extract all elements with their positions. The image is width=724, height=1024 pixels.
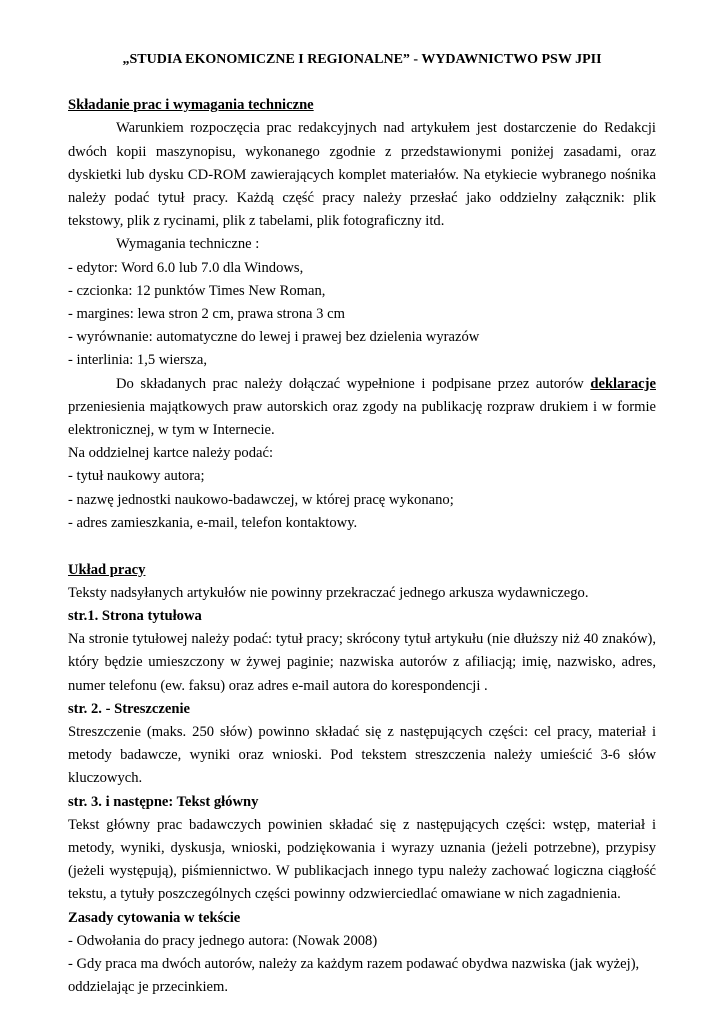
document-title: „STUDIA EKONOMICZNE I REGIONALNE” - WYDAWNICTWO PSW JPII (122, 52, 602, 67)
declaration-link[interactable]: deklaracje (590, 375, 656, 392)
tech-item: - czcionka: 12 punktów Times New Roman, (68, 282, 326, 299)
separate-item: - nazwę jednostki naukowo-badawczej, w której pracę wykonano; (68, 491, 454, 508)
tech-item: - interlinia: 1,5 wiersza, (68, 352, 207, 369)
section-spacer (68, 535, 656, 559)
separate-item: - adres zamieszkania, e-mail, telefon kontaktowy. (68, 514, 358, 531)
abstract-text: Streszczenie (maks. 250 słów) powinno składać się z następujących części: cel pracy, materiał i metody badawcze, wyniki oraz wnioski. Pod tekstem streszczenia należy umieścić 3-6 słów kluczowych. (68, 723, 656, 787)
tech-item: - margines: lewa stron 2 cm, prawa strona 3 cm (68, 306, 345, 323)
abstract-heading: str. 2. - Streszczenie (68, 700, 190, 717)
tech-requirements-label: Wymagania techniczne : (116, 236, 260, 253)
layout-intro: Teksty nadsyłanych artykułów nie powinny przekraczać jednego arkusza wydawniczego. (68, 584, 589, 601)
main-text-paragraph: Tekst główny prac badawczych powinien składać się z następujących części: wstęp, materiał i metody, wyniki, dyskusja, wnioski, podziękowania i wyrazy uznania (jeżeli potrzebne), przypisy (jeżeli występują), piśmiennictwo. W publikacjach innego typu należy zachować logiczna ciągłość tekstu, a tytuły poszczególnych części powinny odzwierciedlać omawiane w nich zagadnienia. (68, 816, 656, 903)
declaration-text-after: przeniesienia majątkowych praw autorskich oraz zgody na publikację rozpraw drukiem i w formie elektronicznej, w tym w Internecie. (68, 398, 656, 439)
separate-sheet-label: Na oddzielnej kartce należy podać: (68, 445, 274, 462)
tech-item: - wyrównanie: automatyczne do lewej i prawej bez dzielenia wyrazów (68, 329, 480, 346)
declaration-paragraph (68, 373, 656, 443)
citation-item: - Gdy praca ma dwóch autorów, należy za każdym razem podawać obydwa nazwiska (jak wyżej), oddzielając je przecinkiem. (68, 956, 640, 996)
title-page-heading: str.1. Strona tytułowa (68, 607, 202, 624)
section-heading-layout: Układ pracy (68, 561, 146, 578)
section-heading-submission: Składanie prac i wymagania techniczne (68, 97, 314, 114)
separate-item: - tytuł naukowy autora; (68, 468, 205, 485)
declaration-text-before: Do składanych prac należy dołączać wypełnione i podpisane przez autorów (116, 375, 591, 392)
citation-heading: Zasady cytowania w tekście (68, 909, 241, 926)
main-text-heading: str. 3. i następne: Tekst główny (68, 793, 259, 810)
submission-intro: Warunkiem rozpoczęcia prac redakcyjnych nad artykułem jest dostarczenie do Redakcji dwóch kopii maszynopisu, wykonanego zgodnie z przedstawionymi poniżej zasadami, oraz dyskietki lub dysku CD-ROM zawierających komplet materiałów. Na etykiecie wybranego nośnika należy podać tytuł pracy. Każdą część pracy należy przesłać jako oddzielny załącznik: plik tekstowy, plik z rycinami, plik z tabelami, plik fotograficzny itd. (68, 120, 656, 230)
title-page-text: Na stronie tytułowej należy podać: tytuł pracy; skrócony tytuł artykułu (nie dłuższy niż 40 znaków), który będzie umieszczony w żywej paginie; nazwiska autorów z afiliacją; imię, nazwisko, adres, numer telefonu (ew. faksu) oraz adres e-mail autora do korespondencji . (68, 631, 656, 694)
citation-item: - Odwołania do pracy jednego autora: (Nowak 2008) (68, 932, 378, 949)
tech-item: - edytor: Word 6.0 lub 7.0 dla Windows, (68, 259, 304, 276)
